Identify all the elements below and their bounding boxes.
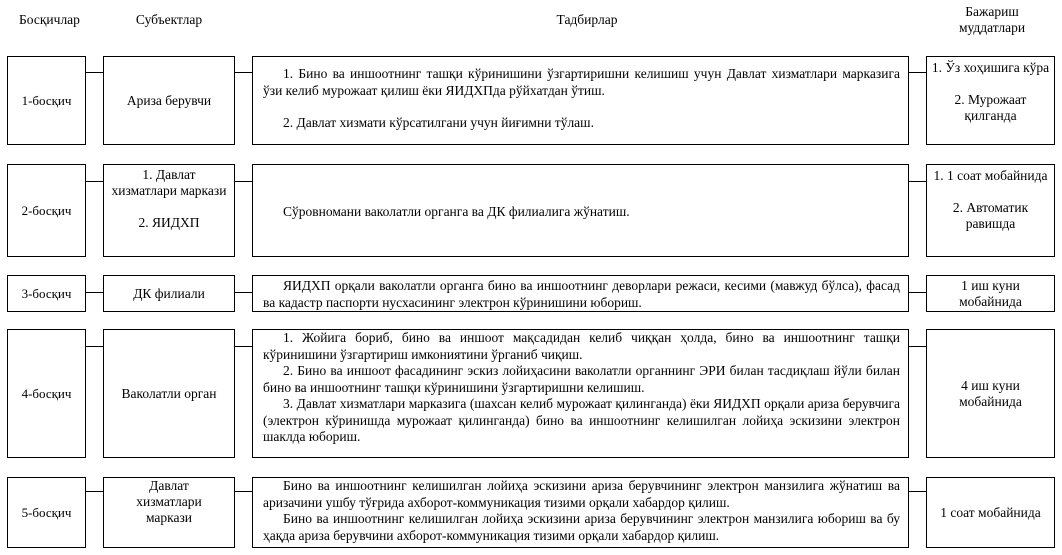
connector bbox=[235, 346, 252, 347]
subject-3-label: ДК филиали bbox=[133, 285, 205, 301]
actions-2-box bbox=[252, 164, 909, 257]
subject-item: 1. Давлат хизматлари маркази bbox=[111, 167, 227, 198]
action-item: Сўровномани ваколатли органга ва ДК филиалига жўнатиш. bbox=[283, 204, 630, 219]
subject-5-box bbox=[103, 477, 235, 548]
subject-item: 2. ЯИДХП bbox=[138, 215, 200, 230]
connector bbox=[235, 292, 252, 293]
stage-2-box bbox=[7, 164, 86, 257]
deadline-item: 1 иш куни мобайнида bbox=[959, 277, 1022, 309]
connector bbox=[909, 491, 926, 492]
actions-1-box bbox=[252, 56, 909, 145]
action-item: 2. Бино ва иншоот фасадининг эскиз лойиҳасини ваколатли органнинг ЭРИ билан тасдиқлаш йўли билан бино ва иншоотнинг ташқи кўринишини ўзгартиришни келишиш. bbox=[263, 363, 900, 395]
subject-3-box bbox=[103, 275, 235, 312]
actions-5-box bbox=[252, 477, 909, 548]
stage-2-label: 2-босқич bbox=[21, 202, 72, 218]
subject-4-box bbox=[103, 329, 235, 458]
stage-3-box bbox=[7, 275, 86, 312]
header-stage: Босқичлар bbox=[19, 12, 80, 27]
action-item: 2. Давлат хизмати кўрсатилгани учун йиғимни тўлаш. bbox=[283, 115, 594, 130]
actions-4-box bbox=[252, 329, 909, 458]
deadline-item: 4 иш куни мобайнида bbox=[959, 377, 1022, 409]
connector bbox=[86, 346, 103, 347]
actions-3-box bbox=[252, 275, 909, 312]
connector bbox=[235, 72, 252, 73]
action-item: Бино ва иншоотнинг келишилган лойиҳа эскизини ариза берувчининг электрон манзилига жўнатиш ва аризачини ушбу тўғрида ахборот-коммуникация тизими орқали хабардор қилиш. bbox=[263, 478, 900, 510]
subject-5-label: Давлат хизматлари маркази bbox=[136, 478, 202, 525]
connector bbox=[909, 72, 926, 73]
stage-1-label: 1-босқич bbox=[21, 92, 72, 108]
deadline-item: 1. 1 соат мобайнида bbox=[933, 168, 1048, 183]
deadline-2-box bbox=[926, 164, 1055, 257]
subject-4-label: Ваколатли орган bbox=[121, 385, 217, 401]
subject-1-label: Ариза берувчи bbox=[126, 92, 212, 108]
stage-4-label: 4-босқич bbox=[21, 385, 72, 401]
action-item: 1. Жойига бориб, бино ва иншоот мақсадидан келиб чиққан ҳолда, бино ва иншоотнинг ташқи кўринишини ўзгартириш имкониятини ўрганиб чиқиш. bbox=[263, 330, 900, 362]
connector bbox=[235, 181, 252, 182]
stage-3-label: 3-босқич bbox=[21, 285, 72, 301]
stage-4-box bbox=[7, 329, 86, 458]
connector bbox=[909, 346, 926, 347]
deadline-1-box bbox=[926, 56, 1055, 145]
connector bbox=[86, 491, 103, 492]
header-deadline-line1: Бажариш bbox=[965, 4, 1019, 19]
header-actions: Тадбирлар bbox=[556, 12, 618, 27]
deadline-4-box bbox=[926, 329, 1055, 458]
deadline-item: 2. Мурожаат қилганда bbox=[954, 92, 1027, 123]
header-subject: Субъектлар bbox=[135, 12, 203, 27]
connector bbox=[909, 292, 926, 293]
deadline-3-box bbox=[926, 275, 1055, 312]
subject-1-box bbox=[103, 56, 235, 145]
stage-5-label: 5-босқич bbox=[21, 504, 72, 520]
stage-1-box bbox=[7, 56, 86, 145]
connector bbox=[235, 491, 252, 492]
subject-2-box bbox=[103, 164, 235, 257]
deadline-item: 1 соат мобайнида bbox=[940, 504, 1041, 520]
stage-5-box bbox=[7, 477, 86, 548]
action-item: ЯИДХП орқали ваколатли органга бино ва иншоотнинг деворлари режаси, кесими (мавжуд бўлса), фасад ва кадастр паспорти нусхасининг электрон кўринишини юбориш. bbox=[263, 278, 900, 310]
action-item: 3. Давлат хизматлари марказига (шахсан келиб мурожаат қилинганда) ёки ЯИДХП орқали ариза берувчига (электрон кўринишда мурожаат қилинганда) бино ва иншоотнинг келишилган лойиҳа эскизини электрон шаклда юбориш. bbox=[263, 396, 900, 444]
connector bbox=[86, 181, 103, 182]
action-item: Бино ва иншоотнинг келишилган лойиҳа эскизини ариза берувчининг электрон манзилига юбориш ва бу ҳақда ариза берувчини ахборот-коммуникация тизими орқали хабардор қилиш. bbox=[263, 511, 900, 543]
header-deadline-line2: муддатлари bbox=[958, 20, 1026, 35]
connector bbox=[909, 181, 926, 182]
deadline-item: 1. Ўз хоҳишига кўра bbox=[931, 60, 1050, 75]
header-deadline bbox=[928, 4, 1056, 36]
action-item: 1. Бино ва иншоотнинг ташқи кўринишини ўзгартиришни келишиш учун Давлат хизматлари марказига ўзи келиб мурожаат қилиш ёки ЯИДХПда рўйхатдан ўтиш. bbox=[263, 66, 900, 98]
connector bbox=[86, 72, 103, 73]
deadline-item: 2. Автоматик равишда bbox=[952, 200, 1029, 231]
connector bbox=[86, 292, 103, 293]
deadline-5-box bbox=[926, 477, 1055, 548]
